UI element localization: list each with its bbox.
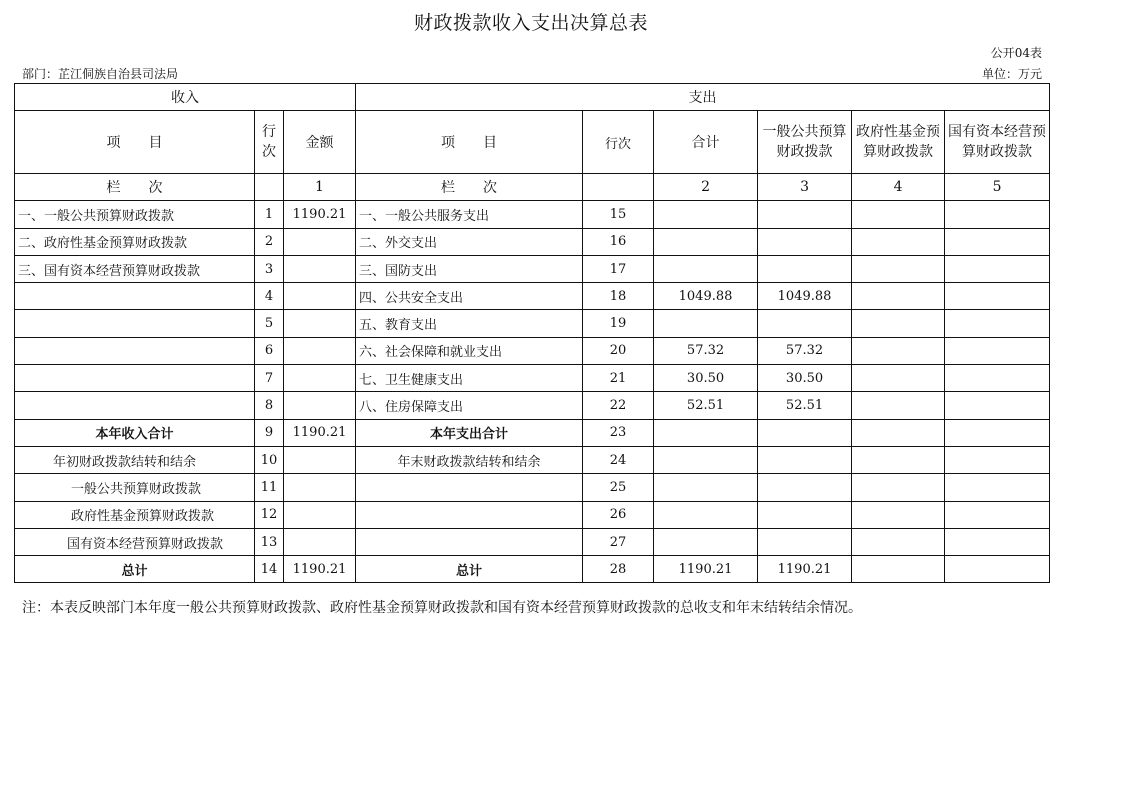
income-line-no: 4 xyxy=(255,283,284,310)
gov-fund-amount xyxy=(852,556,945,583)
income-amount xyxy=(284,255,356,282)
footnote: 注：本表反映部门本年度一般公共预算财政拨款、政府性基金预算财政拨款和国有资本经营预算财政拨款的总收支和年末结转结余情况。 xyxy=(22,600,862,616)
expense-line-no: 22 xyxy=(583,392,654,419)
income-line-no: 7 xyxy=(255,365,284,392)
table-row xyxy=(15,474,1050,501)
table-number: 公开04表 xyxy=(990,46,1042,60)
gov-fund-amount xyxy=(852,255,945,282)
table-row xyxy=(15,365,1050,392)
expense-line-no: 28 xyxy=(583,556,654,583)
state-capital-amount xyxy=(945,446,1050,473)
income-line-no: 10 xyxy=(255,446,284,473)
state-capital-amount xyxy=(945,201,1050,228)
total-amount xyxy=(654,310,758,337)
expense-item xyxy=(356,528,583,555)
income-item: 总计 xyxy=(15,556,255,583)
income-item xyxy=(15,392,255,419)
gov-fund-amount xyxy=(852,501,945,528)
column-index-4: 4 xyxy=(852,174,945,201)
expense-line-no: 18 xyxy=(583,283,654,310)
expense-item-header: 项 目 xyxy=(356,111,583,174)
income-item xyxy=(15,337,255,364)
expense-item: 本年支出合计 xyxy=(356,419,583,446)
state-capital-amount xyxy=(945,228,1050,255)
expense-line-header: 行次 xyxy=(583,111,654,174)
income-item: 二、政府性基金预算财政拨款 xyxy=(15,228,255,255)
column-index-label-right: 栏 次 xyxy=(356,174,583,201)
total-header: 合计 xyxy=(654,111,758,174)
expense-item: 八、住房保障支出 xyxy=(356,392,583,419)
expense-item xyxy=(356,474,583,501)
column-index-cell xyxy=(583,174,654,201)
total-amount xyxy=(654,228,758,255)
gen-budget-header: 一般公共预算财政拨款 xyxy=(758,111,852,174)
table-row xyxy=(15,446,1050,473)
expense-item: 四、公共安全支出 xyxy=(356,283,583,310)
column-index-2: 2 xyxy=(654,174,758,201)
income-amount xyxy=(284,365,356,392)
gov-fund-amount xyxy=(852,337,945,364)
gen-budget-amount xyxy=(758,201,852,228)
table-row xyxy=(15,528,1050,555)
income-amount: 1190.21 xyxy=(284,419,356,446)
state-capital-amount xyxy=(945,392,1050,419)
income-line-no: 9 xyxy=(255,419,284,446)
income-item: 本年收入合计 xyxy=(15,419,255,446)
gen-budget-amount: 57.32 xyxy=(758,337,852,364)
state-capital-amount xyxy=(945,501,1050,528)
expense-item xyxy=(356,501,583,528)
column-index-label: 栏 次 xyxy=(15,174,255,201)
income-header: 收入 xyxy=(15,84,356,111)
total-amount xyxy=(654,501,758,528)
table-row xyxy=(15,228,1050,255)
gov-fund-amount xyxy=(852,283,945,310)
expense-item: 五、教育支出 xyxy=(356,310,583,337)
expense-line-no: 24 xyxy=(583,446,654,473)
income-amount xyxy=(284,392,356,419)
table-row xyxy=(15,310,1050,337)
gov-fund-amount xyxy=(852,228,945,255)
income-item: 三、国有资本经营预算财政拨款 xyxy=(15,255,255,282)
expense-line-no: 20 xyxy=(583,337,654,364)
expense-header: 支出 xyxy=(356,84,1050,111)
income-line-header: 行次 xyxy=(255,111,284,174)
expense-item: 三、国防支出 xyxy=(356,255,583,282)
gen-budget-amount xyxy=(758,419,852,446)
table-row xyxy=(15,556,1050,583)
total-amount: 1049.88 xyxy=(654,283,758,310)
table-row xyxy=(15,283,1050,310)
gov-fund-amount xyxy=(852,528,945,555)
total-amount xyxy=(654,446,758,473)
expense-item: 六、社会保障和就业支出 xyxy=(356,337,583,364)
gov-fund-header: 政府性基金预算财政拨款 xyxy=(852,111,945,174)
expense-line-no: 19 xyxy=(583,310,654,337)
gov-fund-amount xyxy=(852,201,945,228)
expense-item: 七、卫生健康支出 xyxy=(356,365,583,392)
column-index-cell xyxy=(255,174,284,201)
state-capital-amount xyxy=(945,556,1050,583)
state-capital-amount xyxy=(945,310,1050,337)
gen-budget-amount: 52.51 xyxy=(758,392,852,419)
income-line-no: 12 xyxy=(255,501,284,528)
income-line-no: 1 xyxy=(255,201,284,228)
table-row xyxy=(15,392,1050,419)
income-line-no: 2 xyxy=(255,228,284,255)
income-amount xyxy=(284,283,356,310)
gen-budget-amount xyxy=(758,474,852,501)
table-row xyxy=(15,419,1050,446)
state-capital-amount xyxy=(945,337,1050,364)
total-amount xyxy=(654,201,758,228)
total-amount: 1190.21 xyxy=(654,556,758,583)
gov-fund-amount xyxy=(852,419,945,446)
expense-line-no: 27 xyxy=(583,528,654,555)
amount-header: 金额 xyxy=(284,111,356,174)
expense-item: 二、外交支出 xyxy=(356,228,583,255)
table-row xyxy=(15,337,1050,364)
state-capital-amount xyxy=(945,419,1050,446)
income-line-no: 8 xyxy=(255,392,284,419)
gen-budget-amount xyxy=(758,310,852,337)
gen-budget-amount: 30.50 xyxy=(758,365,852,392)
table-row xyxy=(15,501,1050,528)
income-line-no: 11 xyxy=(255,474,284,501)
income-amount xyxy=(284,228,356,255)
gen-budget-amount xyxy=(758,528,852,555)
unit-label: 单位：万元 xyxy=(981,67,1042,81)
column-index-3: 3 xyxy=(758,174,852,201)
state-capital-header: 国有资本经营预算财政拨款 xyxy=(945,111,1050,174)
income-amount xyxy=(284,474,356,501)
income-line-no: 13 xyxy=(255,528,284,555)
gen-budget-amount xyxy=(758,501,852,528)
income-amount: 1190.21 xyxy=(284,556,356,583)
income-line-no: 6 xyxy=(255,337,284,364)
income-amount xyxy=(284,528,356,555)
total-amount xyxy=(654,528,758,555)
gov-fund-amount xyxy=(852,446,945,473)
income-amount: 1190.21 xyxy=(284,201,356,228)
expense-line-no: 25 xyxy=(583,474,654,501)
gen-budget-amount xyxy=(758,228,852,255)
income-item: 一般公共预算财政拨款 xyxy=(15,474,255,501)
gen-budget-amount xyxy=(758,255,852,282)
expense-line-no: 21 xyxy=(583,365,654,392)
expense-line-no: 15 xyxy=(583,201,654,228)
gen-budget-amount xyxy=(758,446,852,473)
income-line-no: 5 xyxy=(255,310,284,337)
column-index-5: 5 xyxy=(945,174,1050,201)
income-item xyxy=(15,283,255,310)
state-capital-amount xyxy=(945,283,1050,310)
gen-budget-amount: 1049.88 xyxy=(758,283,852,310)
state-capital-amount xyxy=(945,474,1050,501)
income-amount xyxy=(284,310,356,337)
state-capital-amount xyxy=(945,255,1050,282)
expense-line-no: 16 xyxy=(583,228,654,255)
page-title: 财政拨款收入支出决算总表 xyxy=(413,12,648,34)
total-amount xyxy=(654,419,758,446)
income-item xyxy=(15,365,255,392)
budget-table xyxy=(14,83,1050,583)
income-amount xyxy=(284,446,356,473)
income-item: 政府性基金预算财政拨款 xyxy=(15,501,255,528)
income-item xyxy=(15,310,255,337)
gov-fund-amount xyxy=(852,365,945,392)
expense-item: 总计 xyxy=(356,556,583,583)
gov-fund-amount xyxy=(852,310,945,337)
state-capital-amount xyxy=(945,365,1050,392)
total-amount xyxy=(654,474,758,501)
table-row xyxy=(15,201,1050,228)
total-amount: 30.50 xyxy=(654,365,758,392)
income-line-no: 3 xyxy=(255,255,284,282)
income-item-header: 项 目 xyxy=(15,111,255,174)
table-row xyxy=(15,255,1050,282)
total-amount: 52.51 xyxy=(654,392,758,419)
column-index-1: 1 xyxy=(284,174,356,201)
income-item: 年初财政拨款结转和结余 xyxy=(15,446,255,473)
income-item: 一、一般公共预算财政拨款 xyxy=(15,201,255,228)
expense-line-no: 26 xyxy=(583,501,654,528)
total-amount xyxy=(654,255,758,282)
income-line-no: 14 xyxy=(255,556,284,583)
gov-fund-amount xyxy=(852,392,945,419)
gen-budget-amount: 1190.21 xyxy=(758,556,852,583)
expense-line-no: 17 xyxy=(583,255,654,282)
expense-item: 年末财政拨款结转和结余 xyxy=(356,446,583,473)
expense-line-no: 23 xyxy=(583,419,654,446)
income-item: 国有资本经营预算财政拨款 xyxy=(15,528,255,555)
gov-fund-amount xyxy=(852,474,945,501)
total-amount: 57.32 xyxy=(654,337,758,364)
state-capital-amount xyxy=(945,528,1050,555)
income-amount xyxy=(284,337,356,364)
expense-item: 一、一般公共服务支出 xyxy=(356,201,583,228)
department-label: 部门：芷江侗族自治县司法局 xyxy=(22,67,179,81)
income-amount xyxy=(284,501,356,528)
